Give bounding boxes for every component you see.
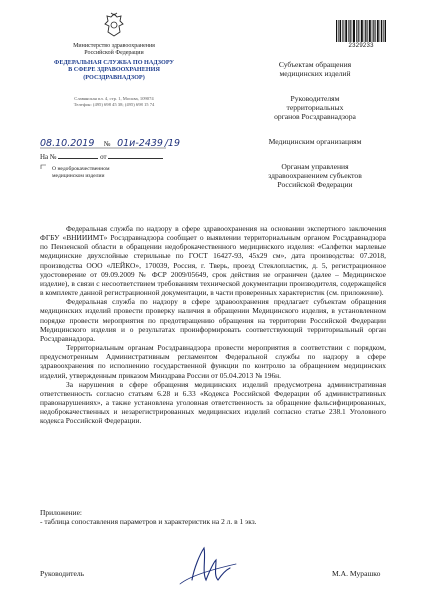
signatory-name: М.А. Мурашко [332, 569, 381, 578]
annex-label: Приложение: [40, 508, 82, 517]
signatory-position: Руководитель [40, 569, 85, 578]
paragraph: Федеральная служба по надзору в сфере здравоохранения предлагает субъектам обращения медицинских изделий провести проверку наличия в обращении Медицинского изделия, в установленном порядке провести мероприятия по предотвращению обращения на территории Российской Федерации Медицинского изделия и о результатах проинформировать соответствующий территориальный орган Росздравнадзора. [40, 297, 386, 343]
ministry-name: Министерство здравоохранения Российской Федерации [73, 43, 155, 56]
registration-number: 01и-2439 [117, 138, 163, 149]
subject-bracket [40, 164, 50, 170]
paragraph: За нарушения в сфере обращения медицинских изделий предусмотрена административная ответственность согласно статьям 6.28 и 6.33 «Кодекса Российской Федерации об административных правонарушениях», а также установлена уголовная ответственность за обращение фальсифицированных, недоброкачественных и незарегистрированных медицинских изделий согласно статье 238.1 Уголовного кодекса Российской Федерации. [40, 379, 386, 426]
annex [40, 508, 257, 526]
letter-body [40, 224, 386, 425]
recipient-territorial-heads: Руководителям территориальных органов Росздравнадзора [274, 94, 356, 121]
handwritten-signature-icon [170, 540, 240, 588]
recipient-health-authorities: Органам управления здравоохранением субъектов Российской Федерации [268, 162, 362, 189]
registration-number-prefix: № [103, 140, 111, 148]
barcode-number: 2329233 [348, 42, 374, 49]
state-emblem-icon [103, 12, 125, 38]
letter-subject: О недоброкачественном медицинском изделии [52, 166, 110, 179]
recipient-subjects: Субъектам обращения медицинских изделий [278, 60, 352, 78]
registration-number-suffix: /19 [164, 138, 181, 149]
paragraph: Федеральная служба по надзору в сфере здравоохранения на основании экспертного заключения ФГБУ «ВНИИИМТ» Росздравнадзора сообщает о выявлении территориальным органом Росздравнадзора по Пензенской области в обращении недоброкачественного медицинского изделия: «Салфетки марлевые медицинские двухслойные стерильные по ГОСТ 16427-93, 45х29 см», дата производства: 07.2018, производства ООО «ЛЕЙКО», 170039, Россия, г. Тверь, проезд Стеклопластик, д. 5, регистрационное удостоверение от 09.09.2009 № ФСР 2009/05649, срок действия не ограничен (далее – Медицинское изделие), в связи с несоответствием требованиям технической документации производителя, содержащейся в комплекте данной регистрационной документации, в части проверенных характеристик (см. приложение). [40, 224, 386, 298]
recipient-medical-organizations: Медицинским организациям [268, 137, 362, 146]
registration-underline [40, 147, 166, 149]
annex-item: - таблица сопоставления параметров и характеристик на 2 л. в 1 экз. [40, 517, 257, 527]
barcode-icon [336, 20, 386, 42]
reference-line: На № от [40, 153, 163, 161]
paragraph: Территориальным органам Росздравнадзора провести мероприятия в соответствии с порядком, предусмотренным Административным регламентом Федеральной службы по надзору в сфере здравоохранения по исполнению государственной функции по контролю за обращением медицинских изделий, утвержденным приказом Минздрава России от 05.04.2013 № 196н. [40, 343, 386, 380]
service-address: Славянская пл. 4, стр. 1, Москва, 109074 Телефон: (495) 698 45 38; (495) 698 15 74 [73, 96, 155, 107]
registration-date: 08.10.2019 [40, 138, 95, 149]
service-name: ФЕДЕРАЛЬНАЯ СЛУЖБА ПО НАДЗОРУ В СФЕРЕ ЗДРАВООХРАНЕНИЯ (РОСЗДРАВНАДЗОР) [54, 59, 174, 81]
